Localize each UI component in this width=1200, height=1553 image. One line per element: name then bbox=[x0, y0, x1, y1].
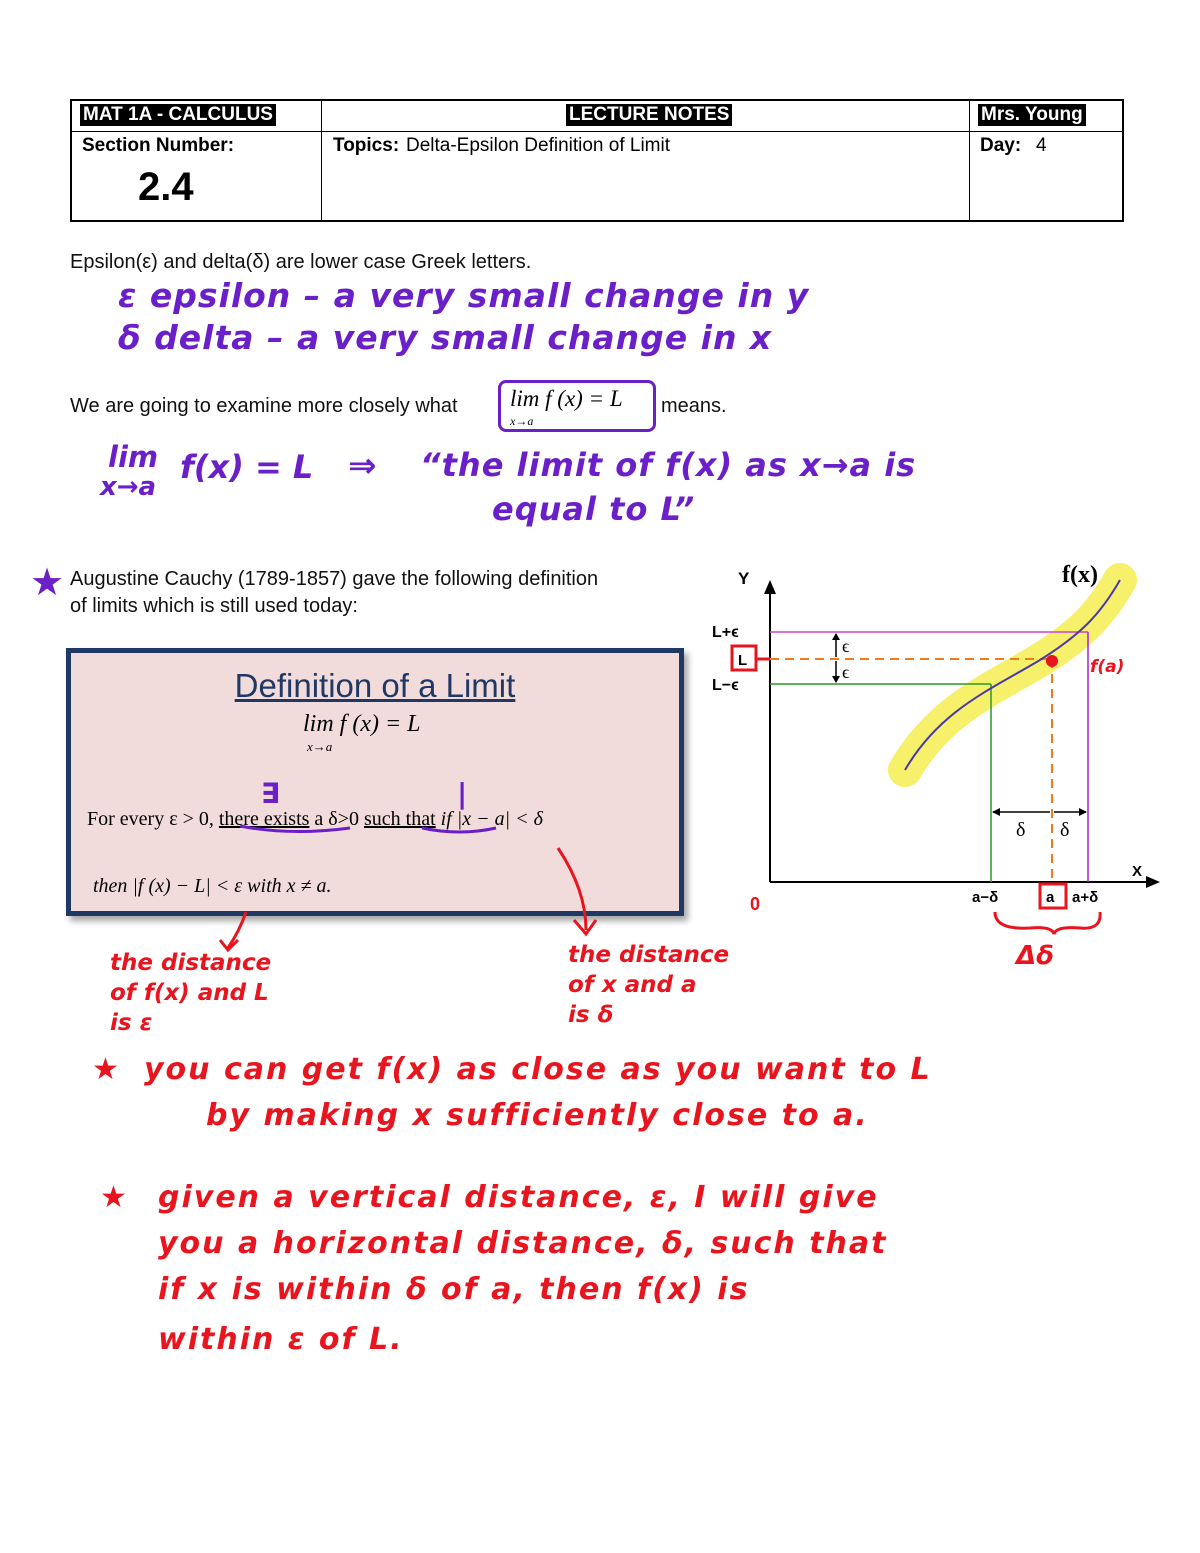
delta-left-arrowhead bbox=[992, 808, 1000, 816]
definition-line-2: then |f (x) − L| < ε with x ≠ a. bbox=[93, 875, 332, 897]
course-label: MAT 1A - CALCULUS bbox=[80, 104, 276, 126]
definition-title: Definition of a Limit bbox=[234, 667, 516, 704]
day-value: 4 bbox=[1036, 135, 1047, 156]
bullet2-star-icon: ★ bbox=[100, 1180, 127, 1215]
for-every-text: For every ε > 0, bbox=[87, 808, 214, 830]
a-minus-label: a−δ bbox=[972, 889, 999, 906]
limit-expression-sub: x→a bbox=[510, 414, 534, 428]
delta-right-arrowhead bbox=[1079, 808, 1087, 816]
lecture-notes-label: LECTURE NOTES bbox=[566, 104, 732, 126]
L-plus-label: L+ϵ bbox=[712, 624, 739, 641]
bullet2-line-1: given a vertical distance, ε, I will give bbox=[158, 1180, 879, 1215]
there-exists-underline bbox=[240, 826, 350, 832]
left-note-line-3: is ε bbox=[110, 1010, 153, 1036]
definition-limit: lim f (x) = L bbox=[303, 711, 421, 737]
star-icon: ★ bbox=[30, 562, 65, 604]
left-note-line-1: the distance bbox=[110, 950, 272, 976]
limit-read-quote-line1: “the limit of f(x) as x→a is bbox=[420, 446, 917, 484]
bullet1-star-icon: ★ bbox=[92, 1052, 119, 1087]
L-label: L bbox=[738, 652, 748, 669]
eps-bottom-arrowhead bbox=[832, 676, 840, 683]
greek-letters-sentence: Epsilon(ε) and delta(δ) are lower case Greek letters. bbox=[70, 251, 532, 273]
bullet1-line-2: by making x sufficiently close to a. bbox=[206, 1098, 869, 1133]
y-axis-arrow bbox=[764, 580, 776, 594]
such-that-underline bbox=[422, 828, 496, 832]
right-note-line-3: is δ bbox=[568, 1002, 614, 1028]
delta-brace bbox=[995, 912, 1100, 934]
eps-bottom-label: ϵ bbox=[842, 662, 850, 682]
section-label: Section Number: bbox=[82, 135, 235, 156]
section-number: 2.4 bbox=[138, 165, 194, 209]
limit-expression: lim f (x) = L bbox=[510, 386, 623, 411]
there-exists-text: there exists bbox=[218, 808, 310, 830]
examine-sentence-end: means. bbox=[661, 395, 727, 417]
a-delta-text: a δ>0 bbox=[314, 808, 359, 830]
right-note-line-2: of x and a bbox=[568, 972, 697, 998]
curve-label: f(x) bbox=[1062, 562, 1098, 588]
origin-label: 0 bbox=[750, 894, 761, 914]
delta-delta-note: Δδ bbox=[1016, 941, 1054, 971]
limit-read-arrow: ⇒ bbox=[348, 446, 377, 486]
cauchy-line-2: of limits which is still used today: bbox=[70, 595, 358, 617]
delta-left-label: δ bbox=[1016, 819, 1026, 841]
bullet2-line-3: if x is within δ of a, then f(x) is bbox=[158, 1272, 750, 1307]
right-note-line-1: the distance bbox=[568, 942, 730, 968]
x-axis-arrow bbox=[1146, 876, 1160, 888]
delta-note: δ delta – a very small change in x bbox=[118, 318, 773, 357]
y-axis-label: Y bbox=[738, 569, 750, 588]
exists-symbol-note: ∃ bbox=[261, 777, 281, 810]
such-that-text: such that bbox=[364, 808, 436, 830]
limit-read-quote-line2: equal to L” bbox=[492, 490, 696, 528]
instructor-name: Mrs. Young bbox=[978, 104, 1086, 126]
bullet1-line-1: you can get f(x) as close as you want to L bbox=[144, 1052, 932, 1087]
bullet2-line-4: within ε of L. bbox=[158, 1322, 404, 1357]
a-label: a bbox=[1046, 889, 1055, 906]
left-note bbox=[110, 948, 271, 1038]
L-minus-label: L−ϵ bbox=[712, 677, 739, 694]
topics-label: Topics: bbox=[333, 135, 400, 156]
delta-right-label: δ bbox=[1060, 819, 1070, 841]
bullet2-line-2: you a horizontal distance, δ, such that bbox=[158, 1226, 888, 1261]
limit-read-sub: x→a bbox=[100, 472, 157, 502]
limit-read-fx: f(x) = L bbox=[180, 448, 314, 486]
a-plus-label: a+δ bbox=[1072, 889, 1099, 906]
topics-value: Delta-Epsilon Definition of Limit bbox=[406, 135, 671, 156]
epsilon-delta-graph bbox=[690, 560, 1190, 980]
day-label: Day: bbox=[980, 135, 1022, 156]
right-note-arrow bbox=[558, 848, 586, 930]
fa-note: f(a) bbox=[1090, 657, 1125, 677]
if-clause-text: if |x − a| < δ bbox=[440, 808, 543, 830]
x-axis-label: X bbox=[1132, 863, 1143, 880]
examine-sentence-start: We are going to examine more closely what bbox=[70, 395, 458, 417]
definition-limit-sub: x→a bbox=[307, 739, 333, 754]
eps-top-label: ϵ bbox=[842, 636, 850, 656]
left-note-line-2: of f(x) and L bbox=[110, 980, 269, 1006]
limit-read-lim: lim bbox=[108, 440, 159, 474]
epsilon-note: ε epsilon – a very small change in y bbox=[118, 276, 810, 315]
fa-point bbox=[1046, 655, 1058, 667]
eps-top-arrowhead bbox=[832, 633, 840, 640]
unique-mark-note: | bbox=[457, 777, 468, 810]
cauchy-line-1: Augustine Cauchy (1789-1857) gave the following definition bbox=[70, 568, 599, 590]
